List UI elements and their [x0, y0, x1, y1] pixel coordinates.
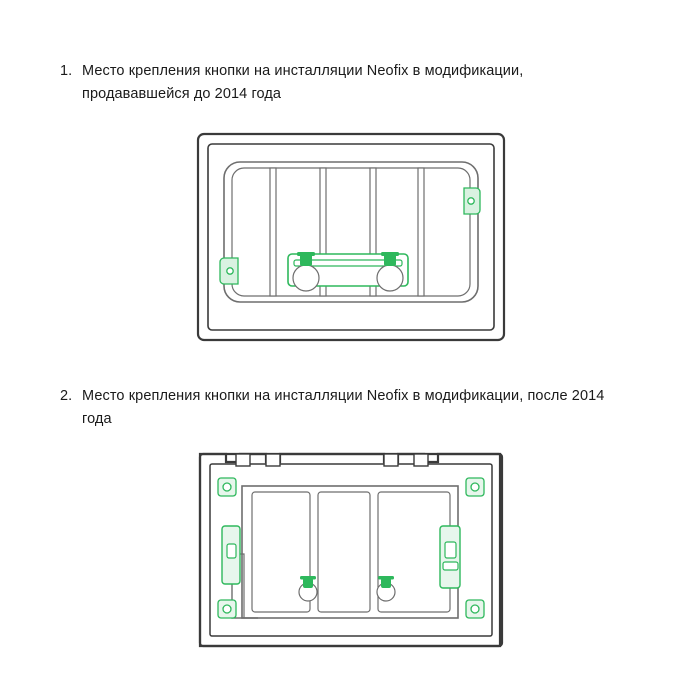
screw-top-left	[218, 478, 236, 496]
instruction-item-1	[60, 60, 612, 106]
neofix-post-2014-diagram	[196, 450, 506, 650]
item-2-text: Место крепления кнопки на инсталляции Neofix в модификации, после 2014 года	[82, 388, 605, 427]
neofix-pre-2014-diagram	[196, 132, 506, 342]
screw-bottom-right	[466, 600, 484, 618]
mount-tab-left	[220, 258, 238, 284]
item-1-text: Место крепления кнопки на инсталляции Neofix в модификации, продававшейся до 2014 года	[82, 63, 524, 102]
mount-bracket-right	[440, 526, 460, 588]
mount-bracket-left	[222, 526, 240, 584]
screw-top-right	[466, 478, 484, 496]
item-2-number: 2.	[60, 388, 73, 404]
mount-tab-right	[464, 188, 480, 214]
item-1-number: 1.	[60, 63, 73, 79]
instruction-item-2	[60, 385, 612, 431]
screw-bottom-left	[218, 600, 236, 618]
